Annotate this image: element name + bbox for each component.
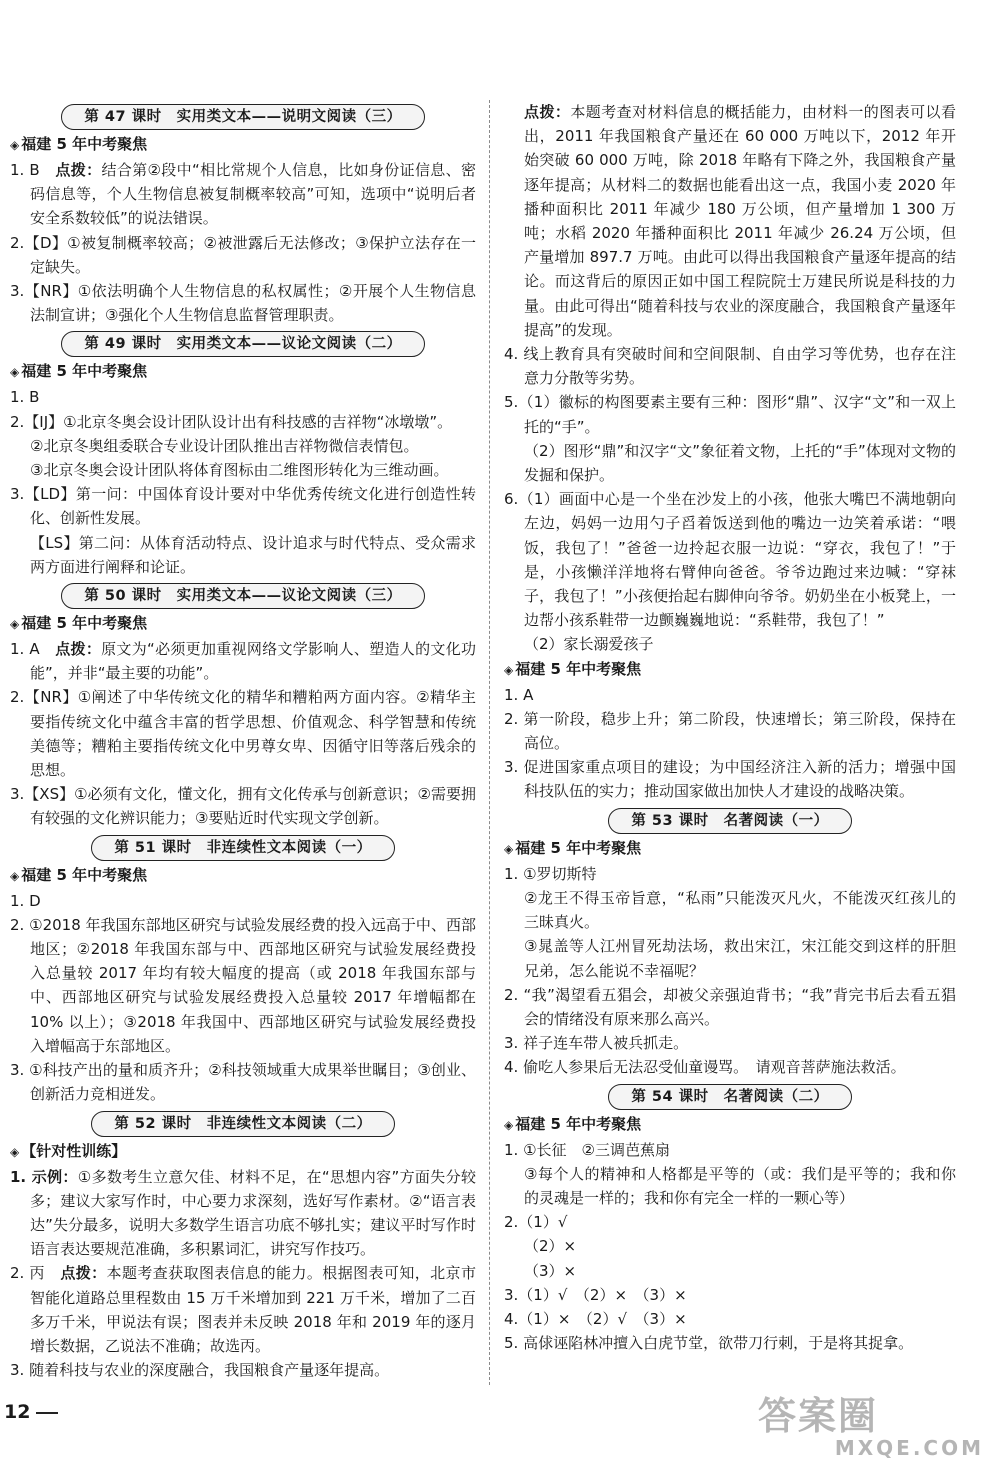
right-column <box>504 100 956 1355</box>
lesson-title: 第 52 课时 非连续性文本阅读（二） <box>91 1111 394 1137</box>
watermark-url: MXQE.COM <box>834 1436 984 1460</box>
answer-item: 2. ①2018 年我国东部地区研究与试验发展经费的投入远高于中、西部地区；②2018 年我国东部与中、西部地区研究与试验发展经费投入总量较 2017 年均有较大幅度的提高（或 2018 年我国东部与中、西部地区研究与试验发展经费投入总量较 2017 年增幅都在 10% 以上）；③2018 年我国中、西部地区研究与试验发展经费投入增幅高于东部地区。 <box>10 915 476 1055</box>
answer-item: 1. 示例：①多数考生立意欠佳、材料不足，在“思想内容”方面失分较多；建议大家写作时，中心要力求深刻，选好写作素材。②“语言表达”失分最多，说明大多数学生语言功底不够扎实；建议平时写作时语言表达要规范准确，多积累词汇，讲究写作技巧。 <box>10 1167 476 1259</box>
answer-item: 3.【XS】①必须有文化，懂文化，拥有文化传承与创新意识；②需要拥有较强的文化辨识能力；③要贴近时代实现文学创新。 <box>10 785 477 828</box>
answer-item: ③北京冬奥会设计团队将体育图标由二维图形转化为三维动画。 <box>30 461 449 480</box>
answer-item: 3. 随着科技与农业的深度融合，我国粮食产量逐年提高。 <box>10 1361 390 1380</box>
section-focus: ◈ 福建 5 年中考聚焦 <box>504 1114 642 1133</box>
answer-item: 5. 高俅诬陷林冲擅入白虎节堂，欲带刀行刺，于是将其捉拿。 <box>504 1334 914 1353</box>
watermark-text: 答案圈 <box>758 1394 879 1438</box>
lesson-title: 第 51 课时 非连续性文本阅读（一） <box>91 835 394 861</box>
answer-item: 1. ①长征 ②三调芭蕉扇 <box>504 1140 670 1159</box>
diamond-icon: ◈ <box>504 662 514 677</box>
answer-item: 1. D <box>10 891 41 910</box>
diamond-icon: ◈ <box>10 617 20 632</box>
answer-item: 【LS】第二问：从体育活动特点、设计追求与时代特点、受众需求两方面进行阐释和论证。 <box>30 533 476 576</box>
answer-item: 3.（1）√ （2）× （3）× <box>504 1285 687 1304</box>
page-number: 12 <box>4 1401 58 1423</box>
answer-item: 3.【LD】第一问：中国体育设计要对中华优秀传统文化进行创造性转化、创新性发展。 <box>10 485 476 528</box>
answer-item: 4.（1）× （2）√ （3）× <box>504 1309 687 1328</box>
lesson-50-header <box>10 583 476 609</box>
lesson-title: 第 54 课时 名著阅读（二） <box>608 1084 851 1110</box>
section-focus: ◈ 福建 5 年中考聚焦 <box>10 135 148 153</box>
answer-item: （2）图形“鼎”和汉字“文”象征着文物，上托的“手”体现对文物的发掘和保护。 <box>524 441 956 485</box>
answer-item: 3. 促进国家重点项目的建设；为中国经济注入新的活力；增强中国科技队伍的实力；推动国家做出加快人才建设的战略决策。 <box>504 758 956 801</box>
lesson-title: 第 50 课时 实用类文本——议论文阅读（三） <box>61 583 424 609</box>
answer-item: 6.（1）画面中心是一个坐在沙发上的小孩，他张大嘴巴不满地朝向左边，妈妈一边用勺子舀着饭送到他的嘴边一边笑着承诺：“喂饭，我包了！”爸爸一边拎起衣服一边说：“穿衣，我包了！”于是，小孩懒洋洋地将右臂伸向爸爸。爷爷边跑过来边喊：“穿袜子，我包了！”小孩便抬起右脚伸向爷爷。奶奶坐在小板凳上，一边帮小孩系鞋带一边颤巍巍地说：“系鞋带，我包了！” <box>504 490 956 630</box>
section-training: ◈ 【针对性训练】 <box>10 1141 127 1160</box>
diamond-icon: ◈ <box>504 841 514 856</box>
section-focus: ◈ 福建 5 年中考聚焦 <box>10 865 148 884</box>
lesson-53-header <box>504 808 956 834</box>
answer-item: 3.【NR】①依法明确个人生物信息的私权属性；②开展个人生物信息法制宣讲；③强化个人生物信息监督管理职责。 <box>10 282 476 325</box>
answer-item: 2.【NR】①阐述了中华传统文化的精华和糟粕两方面内容。②精华主要指传统文化中蕴含丰富的哲学思想、价值观念、科学智慧和传统美德等；糟粕主要指传统文化中男尊女卑、因循守旧等落后残余的思想。 <box>10 688 476 780</box>
answer-item: （3）× <box>524 1261 577 1280</box>
diamond-icon: ◈ <box>10 868 20 883</box>
lesson-49-header <box>10 331 476 357</box>
answer-item: ③晁盖等人江州冒死劫法场，救出宋江，宋江能交到这样的肝胆兄弟，怎么能说不幸福呢？ <box>524 937 956 980</box>
answer-item: 4. 偷吃人参果后无法忍受仙童谩骂。 请观音菩萨施法救活。 <box>504 1058 906 1077</box>
section-focus: ◈ 福建 5 年中考聚焦 <box>504 659 642 678</box>
lesson-title: 第 53 课时 名著阅读（一） <box>608 808 851 834</box>
answer-item: （2）家长溺爱孩子 <box>524 635 654 654</box>
answer-item: 2.（1）√ <box>504 1213 568 1232</box>
left-column <box>10 100 476 1382</box>
answer-item: 点拨：本题考查对材料信息的概括能力，由材料一的图表可以看出，2011 年我国粮食产量还在 60 000 万吨以下，2012 年开始突破 60 000 万吨，除 2018 年略有下降之外，我国粮食产量逐年提高；从材料二的数据也能看出这一点，我国小麦 2020 年播种面积比 2011 年减少 180 万公顷，但产量增加 1 300 万吨；水稻 2020 年播种面积比 2011 年减少 26.24 万公顷，但产量增加 897.7 万吨。由此可以得出我国粮食产量逐年提高的结论。而这背后的原因正如中国工程院院士万建民所说是科技的力量。由此可得出“随着科技与农业的深度融合，我国粮食产量逐年提高”的发现。 <box>524 103 956 339</box>
answer-item: 3. 祥子连车带人被兵抓走。 <box>504 1034 689 1053</box>
answer-item: 1. B 点拨：结合第②段中“相比常规个人信息，比如身份证信息、密码信息等，个人生物信息被复制概率较高”可知，选项中“说明后者安全系数较低”的说法错误。 <box>10 161 476 228</box>
section-focus: ◈ 福建 5 年中考聚焦 <box>10 362 148 381</box>
lesson-title: 第 47 课时 实用类文本——说明文阅读（三） <box>61 104 424 130</box>
lesson-54-header <box>504 1084 956 1110</box>
lesson-51-header <box>10 835 476 861</box>
column-divider <box>489 100 490 1385</box>
diamond-icon: ◈ <box>10 1144 20 1159</box>
watermark-logo <box>758 1395 984 1465</box>
answer-item: 2.【D】①被复制概率较高；②被泄露后无法修改；③保护立法存在一定缺失。 <box>10 233 476 276</box>
answer-item: 3. ①科技产出的量和质齐升；②科技领域重大成果举世瞩目；③创业、创新活力竞相迸发。 <box>10 1061 476 1104</box>
page-number-dash <box>36 1412 58 1414</box>
answer-item: 1. B <box>10 388 40 407</box>
answer-item: ②北京冬奥组委联合专业设计团队推出吉祥物微信表情包。 <box>30 436 419 455</box>
answer-item: 2.【IJ】①北京冬奥会设计团队设计出有科技感的吉祥物“冰墩墩”。 <box>10 412 453 431</box>
diamond-icon: ◈ <box>10 138 20 152</box>
lesson-47-header <box>10 104 476 130</box>
answer-item: 1. A 点拨：原文为“必须更加重视网络文学影响人、塑造人的文化功能”，并非“最主要的功能”。 <box>10 640 476 683</box>
answer-item: ②龙王不得玉帝旨意，“私雨”只能泼灭凡火，不能泼灭红孩儿的三昧真火。 <box>524 888 956 932</box>
answer-item: 2. 第一阶段，稳步上升；第二阶段，快速增长；第三阶段，保持在高位。 <box>504 709 956 753</box>
section-focus: ◈ 福建 5 年中考聚焦 <box>10 614 148 633</box>
lesson-title: 第 49 课时 实用类文本——议论文阅读（二） <box>61 331 424 357</box>
answer-item: 1. ①罗切斯特 <box>504 864 597 883</box>
lesson-52-header <box>10 1111 476 1137</box>
answer-item: 5.（1）徽标的构图要素主要有三种：图形“鼎”、汉字“文”和一双上托的“手”。 <box>504 393 956 436</box>
answer-item: 2. “我”渴望看五猖会，却被父亲强迫背书；“我”背完书后去看五猖会的情绪没有原来那么高兴。 <box>504 985 956 1028</box>
answer-item: 1. A <box>504 685 534 704</box>
diamond-icon: ◈ <box>10 365 20 380</box>
answer-item: 4. 线上教育具有突破时间和空间限制、自由学习等优势，也存在注意力分散等劣势。 <box>504 345 956 388</box>
answer-item: （2）× <box>524 1237 577 1256</box>
section-focus: ◈ 福建 5 年中考聚焦 <box>504 838 642 857</box>
answer-item: ③每个人的精神和人格都是平等的（或：我们是平等的；我和你的灵魂是一样的；我和你有完全一样的一颗心等） <box>524 1164 956 1207</box>
answer-item: 2. 丙 点拨：本题考查获取图表信息的能力。根据图表可知，北京市智能化道路总里程数由 15 万千米增加到 221 万千米，增加了二百多万千米，甲说法有误；图表并未反映 2018 年和 2019 年的逐月增长数据，乙说法不准确；故选丙。 <box>10 1264 476 1355</box>
diamond-icon: ◈ <box>504 1117 514 1132</box>
